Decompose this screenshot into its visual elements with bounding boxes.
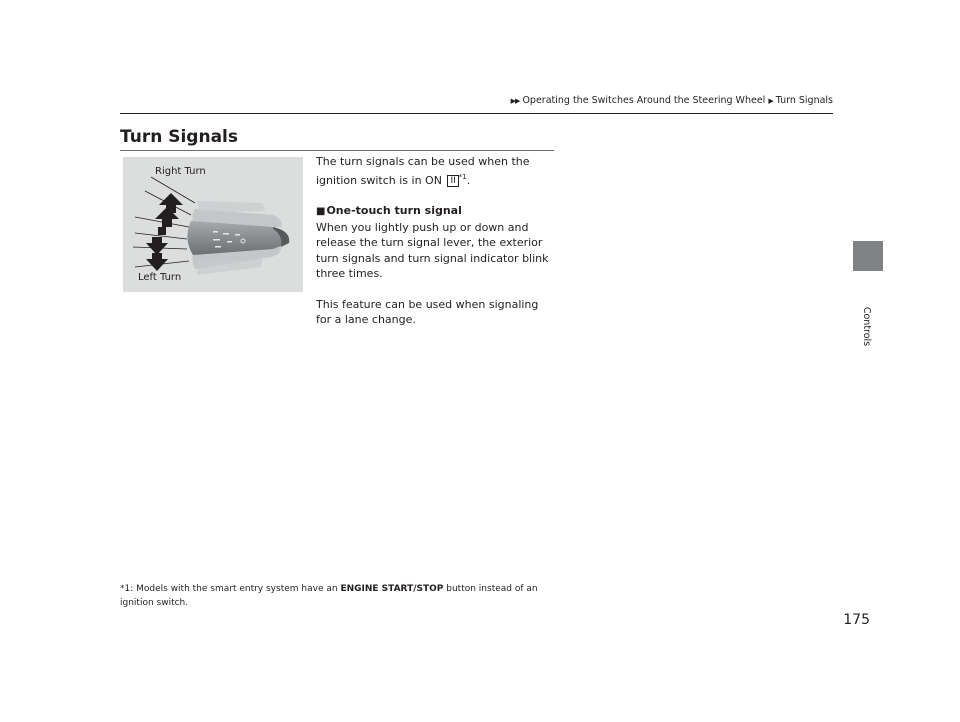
- left-turn-label: Left Turn: [138, 272, 182, 283]
- footnote-suffix: button instead of an ignition switch.: [120, 584, 538, 608]
- intro-end: .: [466, 173, 471, 187]
- arrow-down-icon: [146, 237, 168, 271]
- page-title: Turn Signals: [120, 127, 238, 147]
- double-triangle-icon: ▶▶: [510, 97, 520, 105]
- intro-text: The turn signals can be used when the ignition switch is in ON: [316, 155, 530, 187]
- paragraph-two: This feature can be used when signaling for a lane change.: [316, 297, 539, 326]
- section-tab-text: Controls: [861, 306, 873, 346]
- section-tab-marker: [853, 241, 883, 271]
- title-rule: [120, 150, 554, 151]
- footnote-prefix: *1: Models with the smart entry system have an: [120, 584, 338, 594]
- section-tab-label[interactable]: [852, 296, 882, 356]
- ignition-position-badge: II: [447, 175, 458, 187]
- breadcrumb-section[interactable]: Operating the Switches Around the Steering Wheel: [522, 95, 766, 106]
- intro-paragraph: [316, 154, 556, 188]
- triangle-icon: ▶: [768, 97, 774, 105]
- footnote-ref[interactable]: *1: [458, 172, 467, 181]
- square-bullet-icon: ■: [316, 206, 326, 217]
- body-text: [316, 154, 556, 328]
- paragraph-one: When you lightly push up or down and release the turn signal lever, the exterior turn signals and turn signal indicator blink three times.: [316, 220, 549, 280]
- breadcrumb: [511, 95, 833, 106]
- page-number: 175: [843, 612, 870, 628]
- footnote: [120, 582, 560, 610]
- subheading: [316, 203, 556, 220]
- breadcrumb-page[interactable]: Turn Signals: [775, 95, 833, 106]
- subheading-text: One-touch turn signal: [326, 204, 462, 217]
- right-turn-label: Right Turn: [155, 166, 206, 177]
- header-rule: [120, 113, 833, 114]
- turn-signal-figure: [123, 157, 303, 292]
- footnote-bold: ENGINE START/STOP: [340, 584, 444, 594]
